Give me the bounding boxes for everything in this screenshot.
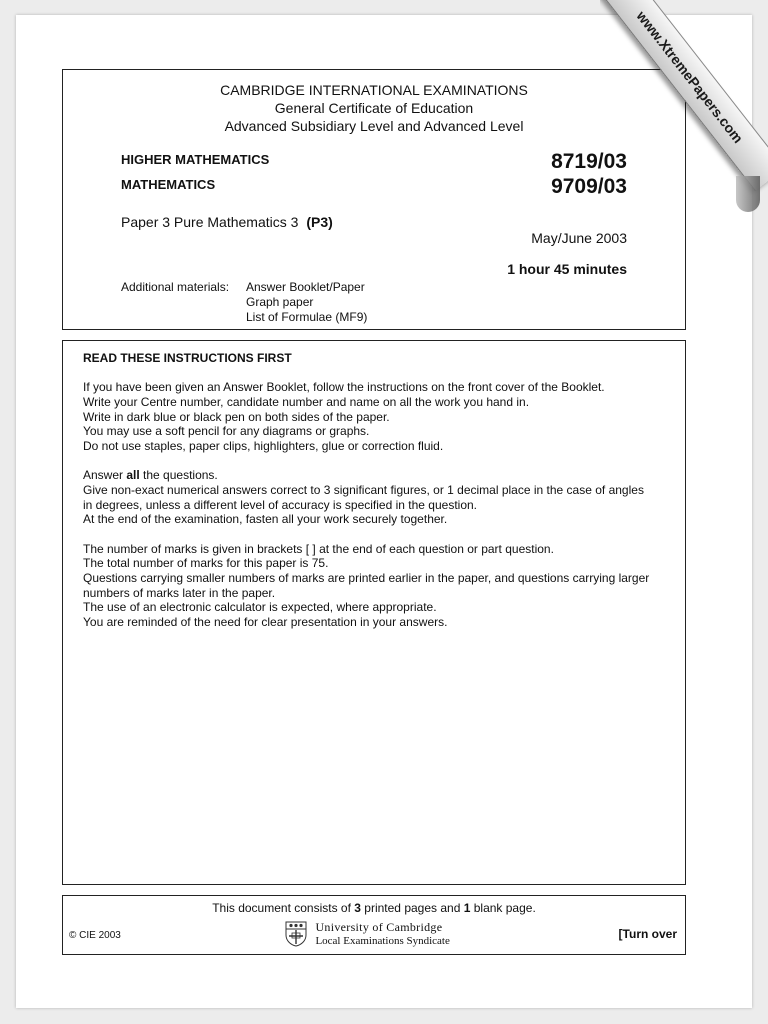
instruction-line: If you have been given an Answer Booklet, follow the instructions on the front cover of the Booklet. [83, 380, 605, 395]
answer-pre: Answer [83, 468, 127, 483]
answer-post: the questions. [139, 468, 218, 483]
pages-note-pre: This document consists of [212, 901, 355, 915]
instruction-line: Do not use staples, paper clips, highlighters, glue or correction fluid. [83, 439, 444, 454]
watermark-curl [736, 176, 760, 212]
subject-mathematics: MATHEMATICS [121, 177, 216, 192]
instruction-line: At the end of the examination, fasten all your work securely together. [83, 512, 448, 527]
materials-list [246, 280, 367, 324]
header-box [62, 69, 686, 330]
instructions-para-2 [83, 468, 667, 527]
answer-bold: all [126, 468, 140, 483]
pages-note-post: blank page. [470, 901, 536, 915]
instruction-line: The use of an electronic calculator is expected, where appropriate. [83, 600, 437, 615]
level-title: Advanced Subsidiary Level and Advanced Level [224, 118, 524, 134]
exam-board: CAMBRIDGE INTERNATIONAL EXAMINATIONS [220, 82, 528, 98]
document-pages-note [63, 901, 685, 915]
answer-all-line [83, 468, 667, 483]
turn-over-note: [Turn over [618, 927, 677, 941]
instructions-heading: READ THESE INSTRUCTIONS FIRST [83, 351, 292, 365]
instruction-line: Write your Centre number, candidate number and name on all the work you hand in. [83, 394, 530, 409]
instruction-line: Questions carrying smaller numbers of marks are printed earlier in the paper, and questions carrying larger [83, 570, 650, 585]
material-item: List of Formulae (MF9) [246, 309, 368, 324]
instruction-line: Give non-exact numerical answers correct to 3 significant figures, or 1 decimal place in the case of angles [83, 482, 644, 497]
syndicate-name: Local Examinations Syndicate [315, 935, 450, 947]
instruction-line: The total number of marks for this paper is 75. [83, 556, 329, 571]
material-item: Graph paper [246, 294, 314, 309]
syllabus-code-1: 8719/03 [551, 150, 627, 173]
watermark-ribbon [600, 0, 768, 220]
printed-pages-count: 3 [354, 901, 361, 915]
paper-code: (P3) [306, 214, 333, 230]
pages-note-mid: printed pages and [360, 901, 464, 915]
copyright: © CIE 2003 [69, 930, 121, 941]
certificate-title: General Certificate of Education [274, 100, 474, 116]
cambridge-crest-icon [285, 921, 307, 947]
footer-box [62, 895, 686, 955]
instruction-line: in degrees, unless a different level of accuracy is specified in the question. [83, 497, 478, 512]
syllabus-code-2: 9709/03 [551, 175, 627, 198]
instructions-text [83, 351, 667, 644]
cambridge-logo [285, 920, 450, 948]
university-name: University of Cambridge [315, 920, 443, 934]
instructions-para-3 [83, 542, 667, 630]
instructions-box [62, 340, 686, 885]
instruction-line: The number of marks is given in brackets [ ] at the end of each question or part question. [83, 541, 554, 556]
paper-name: Paper 3 Pure Mathematics 3 [121, 214, 299, 230]
instruction-line: numbers of marks later in the paper. [83, 585, 276, 600]
exam-duration: 1 hour 45 minutes [507, 261, 627, 277]
instruction-line: You are reminded of the need for clear presentation in your answers. [83, 615, 448, 630]
watermark-band [600, 0, 768, 191]
paper-title [121, 214, 333, 230]
instruction-line: You may use a soft pencil for any diagrams or graphs. [83, 424, 370, 439]
blank-pages-count: 1 [463, 901, 471, 915]
instruction-line: Write in dark blue or black pen on both sides of the paper. [83, 409, 390, 424]
materials-label: Additional materials: [121, 280, 230, 294]
exam-session: May/June 2003 [531, 230, 627, 246]
subject-higher-mathematics: HIGHER MATHEMATICS [121, 152, 270, 167]
material-item: Answer Booklet/Paper [246, 280, 365, 294]
instructions-para-1 [83, 380, 667, 454]
watermark-text: www.XtremePapers.com [633, 7, 747, 147]
